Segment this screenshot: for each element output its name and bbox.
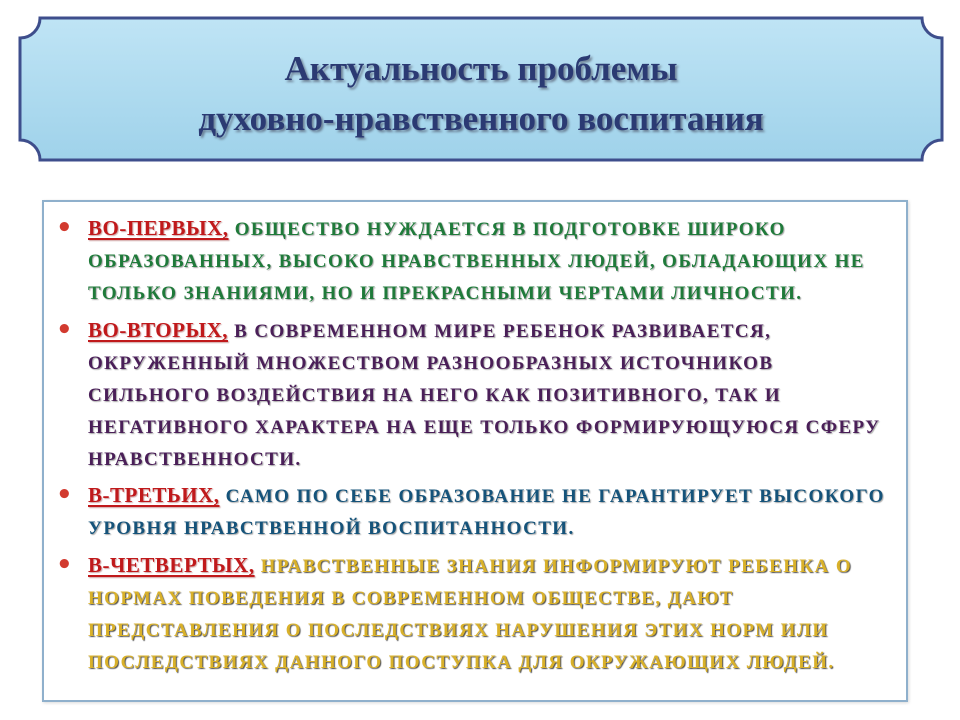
content-box	[42, 200, 908, 702]
bullet-icon: •	[56, 213, 75, 243]
bullet-icon: •	[56, 315, 75, 345]
list-item	[56, 549, 888, 679]
item-text: САМО ПО СЕБЕ ОБРАЗОВАНИЕ НЕ ГАРАНТИРУЕТ ВЫСОКОГО УРОВНЯ НРАВСТВЕННОЙ ВОСПИТАННОСТИ.	[88, 486, 885, 539]
page-title	[18, 44, 944, 144]
item-text: В СОВРЕМЕННОМ МИРЕ РЕБЕНОК РАЗВИВАЕТСЯ, ОКРУЖЕННЫЙ МНОЖЕСТВОМ РАЗНООБРАЗНЫХ ИСТОЧНИКОВ СИЛЬНОГО ВОЗДЕЙСТВИЯ НА НЕГО КАК ПОЗИТИВНОГО, ТАК И НЕГАТИВНОГО ХАРАКТЕРА НА ЕЩЕ ТОЛЬКО ФОРМИРУЮЩУЮСЯ СФЕРУ НРАВСТВЕННОСТИ.	[88, 321, 881, 470]
title-line-1: Актуальность проблемы	[284, 49, 678, 88]
item-lead: ВО-ВТОРЫХ,	[88, 318, 228, 342]
list-item	[56, 479, 888, 545]
list-item	[56, 212, 888, 310]
bullet-icon: •	[56, 480, 75, 510]
title-banner	[18, 16, 944, 162]
item-text: ОБЩЕСТВО НУЖДАЕТСЯ В ПОДГОТОВКЕ ШИРОКО ОБРАЗОВАННЫХ, ВЫСОКО НРАВСТВЕННЫХ ЛЮДЕЙ, ОБЛАДАЮЩИХ НЕ ТОЛЬКО ЗНАНИЯМИ, НО И ПРЕКРАСНЫМИ ЧЕРТАМИ ЛИЧНОСТИ.	[88, 219, 865, 304]
item-lead: В-ЧЕТВЕРТЫХ,	[88, 553, 255, 577]
item-lead: В-ТРЕТЬИХ,	[88, 483, 220, 507]
list-item	[56, 314, 888, 476]
item-lead: ВО-ПЕРВЫХ,	[88, 216, 229, 240]
item-text: НРАВСТВЕННЫЕ ЗНАНИЯ ИНФОРМИРУЮТ РЕБЕНКА О НОРМАХ ПОВЕДЕНИЯ В СОВРЕМЕННОМ ОБЩЕСТВЕ, ДАЮТ ПРЕДСТАВЛЕНИЯ О ПОСЛЕДСТВИЯХ НАРУШЕНИЯ ЭТИХ НОРМ ИЛИ ПОСЛЕДСТВИЯХ ДАННОГО ПОСТУПКА ДЛЯ ОКРУЖАЮЩИХ ЛЮДЕЙ.	[88, 556, 852, 673]
bullet-icon: •	[56, 550, 75, 580]
title-line-2: духовно-нравственного воспитания	[198, 99, 764, 138]
